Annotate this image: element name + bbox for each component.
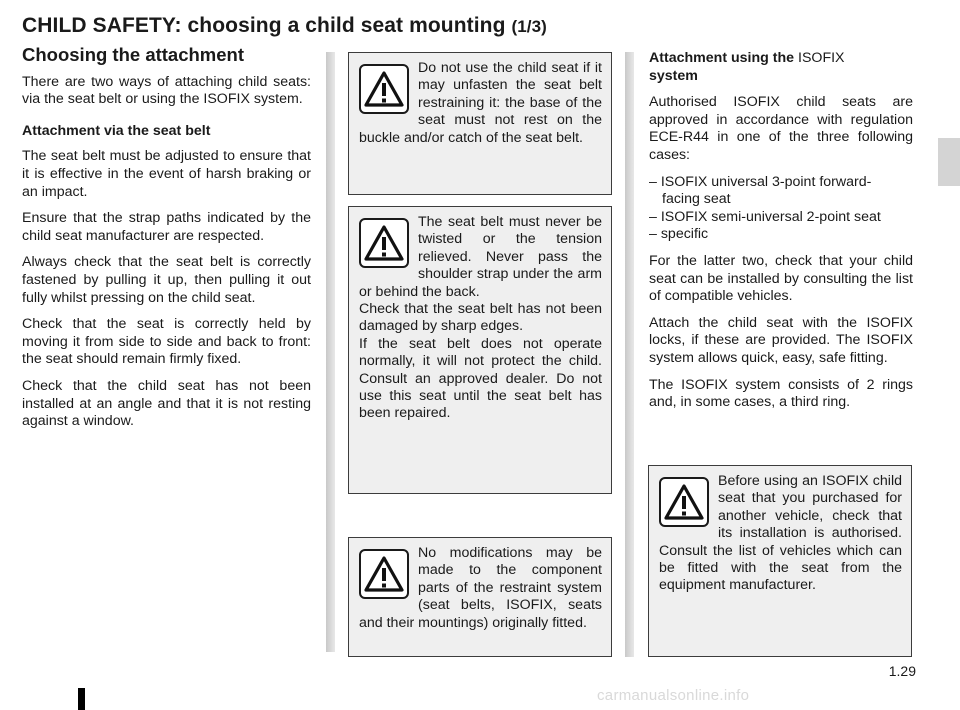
isofix-subheading-normal: ISOFIX (798, 50, 845, 66)
page-title (22, 14, 547, 38)
section-title: Choosing the attachment (22, 44, 245, 65)
paragraph: Check that the seat is correctly held by moving it from side to side and back to front: the seat should remain firmly fixed. (22, 316, 311, 368)
corner-mark (78, 688, 85, 710)
warning-box (648, 465, 912, 657)
warning-triangle-icon (359, 218, 409, 268)
paragraph: For the latter two, check that your child seat can be installed by consulting the list of compatible vehicles. (649, 252, 913, 305)
warning-box (348, 206, 612, 494)
column-divider (326, 52, 335, 652)
warning-text: If the seat belt does not operate normally, it will not protect the child. Consult an approved dealer. Do not use this seat until the seat belt has been repaired. (359, 335, 602, 422)
isofix-subheading-bold2: system (649, 67, 698, 84)
paragraph: Attach the child seat with the ISOFIX locks, if these are provided. The ISOFIX system allows quick, easy, safe fitting. (649, 314, 913, 366)
seat-belt-subheading: Attachment via the seat belt (22, 122, 211, 139)
warning-text: No modifications may be made to the component parts of the restraint system (seat belts, ISOFIX, seats and their mountings) originally fitted. (359, 545, 602, 631)
warning-box (348, 537, 612, 657)
watermark: carmanualsonline.info (597, 687, 750, 704)
column-divider (625, 52, 634, 657)
right-column (649, 50, 913, 421)
paragraph: The seat belt must be adjusted to ensure that it is effective in the event of harsh braking or an impact. (22, 148, 311, 200)
warning-text: The seat belt must never be twisted or the tension relieved. Never pass the shoulder strap under the arm or behind the back. (359, 214, 602, 300)
paragraph: Ensure that the strap paths indicated by the child seat manufacturer are respected. (22, 210, 311, 244)
warning-text: Before using an ISOFIX child seat that you purchased for another vehicle, check that its installation is authorised. Consult the list of vehicles which can be fitted with the seat from the equipment manufacturer. (659, 473, 902, 594)
warning-box (348, 52, 612, 195)
warning-triangle-icon (659, 477, 709, 527)
case-item: – ISOFIX semi-universal 2-point seat (649, 208, 881, 225)
warning-triangle-icon (359, 549, 409, 599)
warning-text: Do not use the child seat if it may unfasten the seat belt restraining it: the base of the seat must not rest on the buckle and/or catch of the seat belt. (359, 60, 602, 146)
isofix-subheading (649, 50, 913, 85)
page-title-text: CHILD SAFETY: choosing a child seat mounting (22, 14, 506, 37)
isofix-subheading-bold: Attachment using the (649, 50, 795, 66)
intro-paragraph: There are two ways of attaching child seats: via the seat belt or using the ISOFIX system. (22, 73, 311, 108)
case-item: facing seat (662, 191, 731, 208)
page-number: 1.29 (888, 663, 916, 679)
isofix-intro: Authorised ISOFIX child seats are approved in accordance with regulation ECE-R44 in one of the three following cases: (649, 94, 913, 163)
paragraph: Check that the child seat has not been installed at an angle and that it is not resting against a window. (22, 377, 311, 430)
section-tab-marker (938, 138, 960, 186)
warning-text: Check that the seat belt has not been damaged by sharp edges. (359, 301, 602, 335)
paragraph: The ISOFIX system consists of 2 rings and, in some cases, a third ring. (649, 376, 913, 411)
paragraph: Always check that the seat belt is correctly fastened by pulling it up, then pulling it out fully whilst pressing on the child seat. (22, 254, 311, 306)
warning-triangle-icon (359, 64, 409, 114)
case-item: – specific (649, 226, 709, 243)
page-part: (1/3) (511, 17, 547, 36)
left-column (22, 46, 311, 440)
case-item: – ISOFIX universal 3-point forward- (649, 173, 872, 190)
